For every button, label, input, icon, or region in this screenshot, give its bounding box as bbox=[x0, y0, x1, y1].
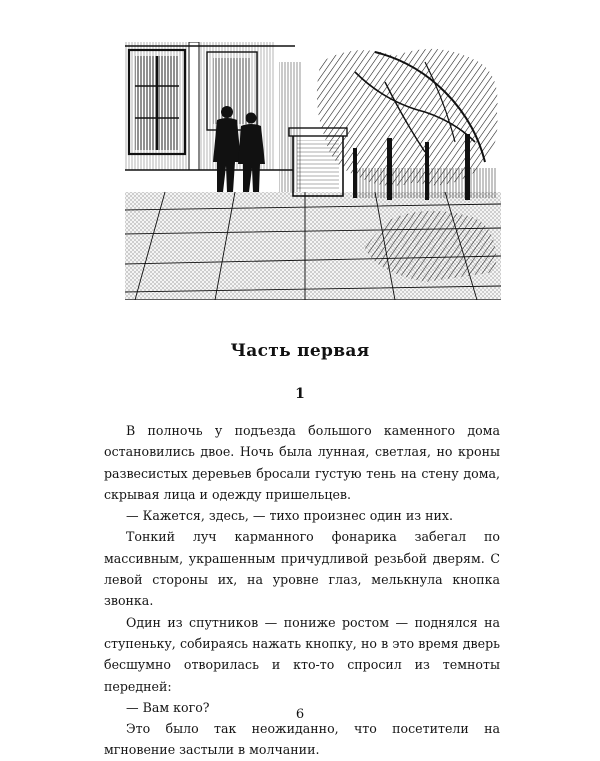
paved-ground bbox=[125, 192, 501, 300]
building-facade bbox=[125, 42, 295, 170]
paragraph: Один из спутников — пониже ростом — поднялся на ступеньку, собираясь нажать кнопку, но в это время дверь бесшумно отворилась и кто-то спросил из темноты передней: bbox=[104, 614, 500, 694]
paragraph: Это было так неожиданно, что посетители на мгновение застыли в молчании. bbox=[104, 721, 500, 758]
page-number: 6 bbox=[295, 707, 305, 722]
paragraph: — Вам кого? bbox=[126, 699, 210, 715]
chapter-illustration bbox=[125, 42, 501, 300]
paragraph: — Кажется, здесь, — тихо произнес один из них. bbox=[126, 508, 453, 524]
chapter-number: 1 bbox=[295, 386, 305, 402]
trees bbox=[317, 49, 498, 200]
paragraph: В полночь у подъезда большого каменного дома остановились двое. Ночь была лунная, светлая, но кроны развесистых деревьев бросали густую тень на стену дома, скрывая лица и одежду пришельцев. bbox=[104, 423, 500, 502]
part-title: Часть первая bbox=[230, 341, 370, 361]
paragraph: Тонкий луч карманного фонарика забегал по массивным, украшенным причудливой резьбой дверям. С левой стороны их, на уровне глаз, мелькнула кнопка звонка. bbox=[104, 529, 500, 609]
